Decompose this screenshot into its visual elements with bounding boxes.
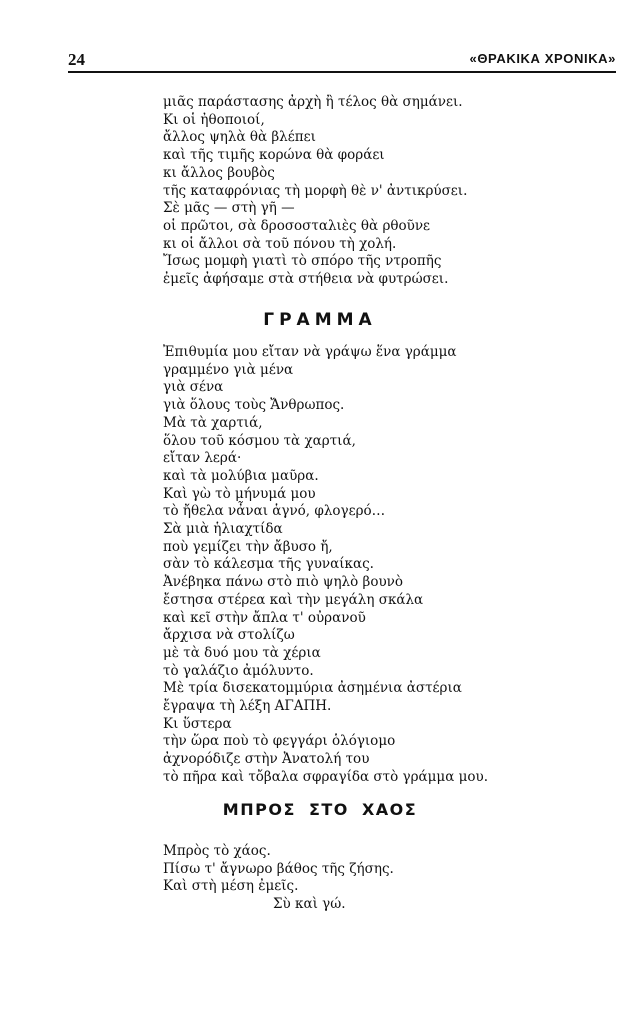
- verse-line: τῆς καταφρόνιας τὴ μορφὴ θὲ ν' ἀντικρύσει.: [163, 182, 468, 199]
- verse-line: Ἀνέβηκα πάνω στὸ πιὸ ψηλὸ βουνὸ: [163, 574, 403, 591]
- verse-line: Κι ὕστερα: [163, 715, 232, 732]
- verse-line: τὸ ἤθελα νἆναι ἁγνό, φλογερό…: [163, 503, 386, 520]
- verse-line: ἐμεῖς ἀφήσαμε στὰ στήθεια νὰ φυτρώσει.: [163, 271, 449, 288]
- verse-line: εἴταν λερά·: [163, 450, 242, 467]
- verse-line: τὸ πῆρα καὶ τὄβαλα σφραγίδα στὸ γράμμα μου.: [163, 768, 489, 785]
- verse-line: ἔγραψα τὴ λέξη ΑΓΑΠΗ.: [163, 698, 332, 715]
- verse-line: Καὶ γὼ τὸ μήνυμά μου: [163, 485, 316, 502]
- verse-line: γραμμένο γιὰ μένα: [163, 361, 294, 378]
- verse-line: Μὰ τὰ χαρτιά,: [163, 414, 263, 431]
- verse-line: ἄρχισα νὰ στολίζω: [163, 627, 295, 644]
- verse-line: ποὺ γεμίζει τὴν ἄβυσο ἤ,: [163, 538, 333, 555]
- verse-line: Πίσω τ' ἄγνωρο βάθος τῆς ζήσης.: [163, 860, 394, 877]
- verse-line: Σὺ καὶ γώ.: [273, 896, 346, 913]
- verse-line: τὸ γαλάζιο ἀμόλυντο.: [163, 662, 314, 679]
- verse-line: τὴν ὥρα ποὺ τὸ φεγγάρι ὁλόγιομο: [163, 733, 396, 750]
- verse-line: καὶ κεῖ στὴν ἄπλα τ' οὐρανοῦ: [163, 609, 366, 626]
- verse-line: Ἐπιθυμία μου εἴταν νὰ γράψω ἕνα γράμμα: [163, 344, 457, 360]
- verse-line: Μπρὸς τὸ χάος.: [163, 843, 271, 859]
- poem-fragment: [163, 94, 467, 289]
- verse-line: Καὶ στὴ μέση ἐμεῖς.: [163, 878, 299, 895]
- verse-line: μὲ τὰ δυό μου τὰ χέρια: [163, 644, 321, 661]
- verse-line: Σὰ μιὰ ἡλιαχτίδα: [163, 521, 283, 538]
- verse-line: ἄλλος ψηλὰ θὰ βλέπει: [163, 129, 316, 146]
- poem-gramma: [163, 344, 488, 787]
- verse-line: καὶ τῆς τιμῆς κορώνα θὰ φοράει: [163, 147, 385, 164]
- verse-line: κι ἄλλος βουβὸς: [163, 164, 275, 181]
- verse-line: καὶ τὰ μολύβια μαῦρα.: [163, 467, 319, 484]
- poem-title-gramma: ΓΡΑΜΜΑ: [263, 310, 377, 330]
- verse-line: σὰν τὸ κάλεσμα τῆς γυναίκας.: [163, 556, 374, 573]
- verse-line: ἀχνορόδιζε στὴν Ἀνατολή του: [163, 751, 370, 768]
- verse-line: μιᾶς παράστασης ἀρχὴ ἢ τέλος θὰ σημάνει.: [163, 94, 463, 110]
- page-number: 24: [68, 50, 85, 69]
- verse-line: γιὰ ὅλους τοὺς Ἄνθρωπος.: [163, 397, 345, 414]
- verse-line: Κι οἱ ἠθοποιοί,: [163, 111, 265, 128]
- header-rule: [68, 71, 616, 73]
- poem-title-mpros-sto-xaos: ΜΠΡΟΣ ΣΤΟ ΧΑΟΣ: [222, 800, 418, 819]
- verse-line: γιὰ σένα: [163, 379, 224, 396]
- verse-line: κι οἱ ἄλλοι σὰ τοῦ πόνου τὴ χολή.: [163, 235, 397, 252]
- verse-line: οἱ πρῶτοι, σὰ δροσοσταλιὲς θὰ ρθοῦνε: [163, 217, 431, 234]
- verse-line: Μὲ τρία δισεκατομμύρια ἀσημένια ἀστέρια: [163, 680, 462, 697]
- verse-line: Ἴσως μομφὴ γιατὶ τὸ σπόρο τῆς ντροπῆς: [163, 253, 442, 270]
- poem-mpros-sto-xaos: [163, 843, 394, 914]
- verse-line: ὅλου τοῦ κόσμου τὰ χαρτιά,: [163, 432, 356, 449]
- verse-line: Σὲ μᾶς — στὴ γῆ —: [163, 200, 295, 217]
- running-title: «ΘΡΑΚΙΚΑ ΧΡΟΝΙΚΑ»: [469, 51, 616, 66]
- verse-line: ἔστησα στέρεα καὶ τὴν μεγάλη σκάλα: [163, 591, 424, 608]
